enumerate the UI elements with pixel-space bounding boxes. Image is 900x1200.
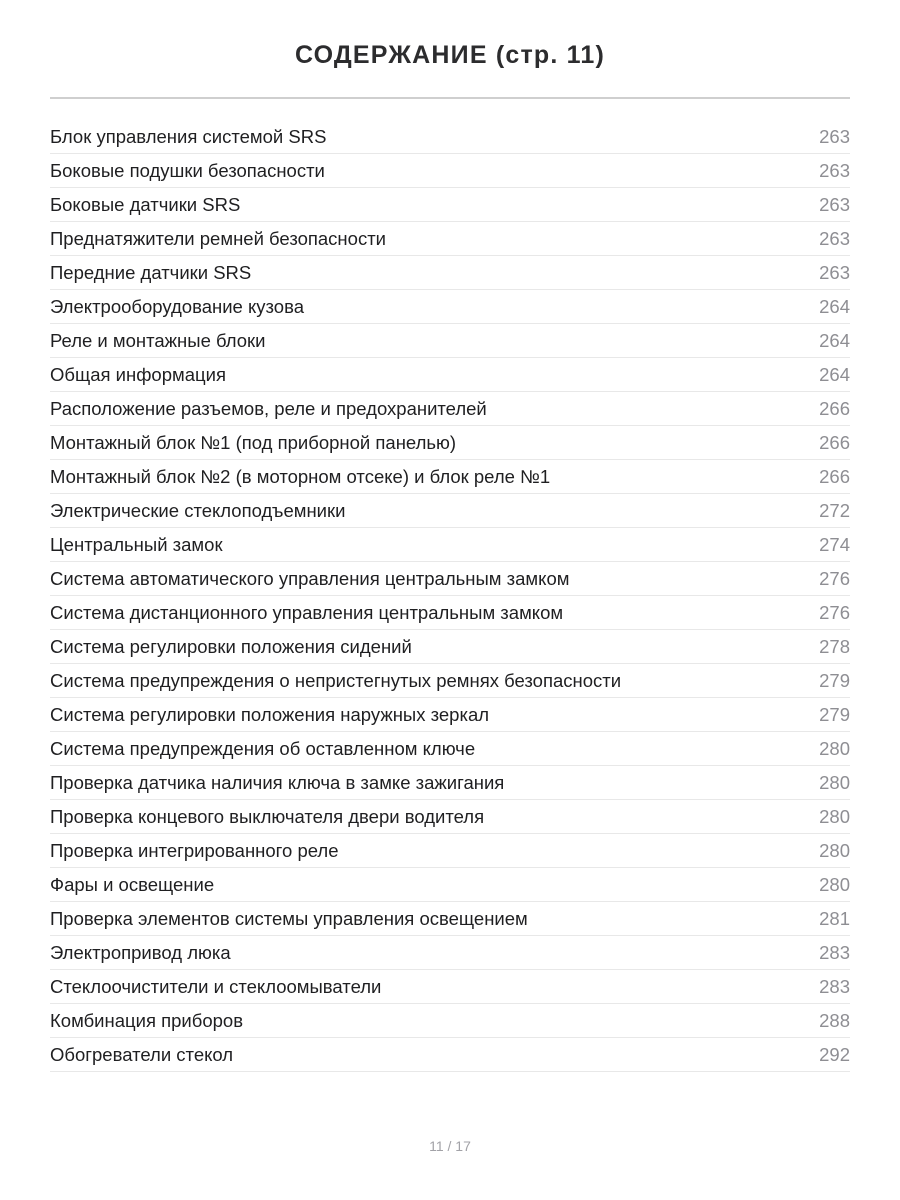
toc-entry-page-number: 281 [819,907,850,929]
toc-row[interactable] [50,358,850,392]
toc-entry-page-number: 280 [819,737,850,759]
toc-entry-page-number: 263 [819,125,850,147]
toc-entry-label: Проверка интегрированного реле [50,839,339,861]
toc-entry-label: Система дистанционного управления центральным замком [50,601,564,623]
toc-row[interactable] [50,868,850,902]
toc-entry-label: Система регулировки положения сидений [50,635,412,657]
toc-entry-page-number: 283 [819,941,850,963]
toc-row[interactable] [50,1004,850,1038]
toc-entry-page-number: 283 [819,975,850,997]
toc-entry-label: Система предупреждения об оставленном ключе [50,737,476,759]
toc-entry-label: Электропривод люка [50,941,231,963]
toc-row[interactable] [50,732,850,766]
toc-entry-page-number: 266 [819,397,850,419]
toc-entry-page-number: 264 [819,329,850,351]
toc-entry-label: Система регулировки положения наружных зеркал [50,703,490,725]
toc-entry-label: Боковые подушки безопасности [50,159,325,181]
toc-entry-page-number: 276 [819,567,850,589]
toc-entry-label: Обогреватели стекол [50,1043,234,1065]
toc-entry-label: Боковые датчики SRS [50,193,241,215]
toc-entry-page-number: 280 [819,839,850,861]
toc-entry-page-number: 279 [819,703,850,725]
toc-row[interactable] [50,1038,850,1072]
toc-entry-label: Расположение разъемов, реле и предохранителей [50,397,487,419]
toc-row[interactable] [50,528,850,562]
title-divider [50,97,850,99]
toc-entry-page-number: 278 [819,635,850,657]
toc-entry-page-number: 264 [819,363,850,385]
toc-entry-page-number: 280 [819,873,850,895]
toc-entry-label: Блок управления системой SRS [50,125,327,147]
toc-row[interactable] [50,256,850,290]
toc-entry-page-number: 263 [819,193,850,215]
toc-row[interactable] [50,630,850,664]
toc-entry-page-number: 263 [819,159,850,181]
page-title: СОДЕРЖАНИЕ (стр. 11) [294,41,606,69]
toc-entry-label: Передние датчики SRS [50,261,252,283]
toc-entry-page-number: 280 [819,771,850,793]
toc-row[interactable] [50,494,850,528]
toc-entry-page-number: 276 [819,601,850,623]
toc-row[interactable] [50,800,850,834]
toc-row[interactable] [50,188,850,222]
toc-entry-label: Комбинация приборов [50,1009,244,1031]
toc-row[interactable] [50,120,850,154]
toc-entry-page-number: 292 [819,1043,850,1065]
toc-row[interactable] [50,290,850,324]
toc-entry-label: Система предупреждения о непристегнутых ремнях безопасности [50,669,622,691]
toc-row[interactable] [50,426,850,460]
toc-entry-page-number: 266 [819,431,850,453]
toc-entry-label: Стеклоочистители и стеклоомыватели [50,975,382,997]
toc-row[interactable] [50,766,850,800]
toc-row[interactable] [50,902,850,936]
toc-entry-label: Электрооборудование кузова [50,295,305,317]
toc-row[interactable] [50,324,850,358]
toc-entry-label: Проверка концевого выключателя двери водителя [50,805,485,827]
toc-entry-page-number: 274 [819,533,850,555]
toc-entry-label: Общая информация [50,363,226,385]
toc-entry-page-number: 263 [819,227,850,249]
toc-entry-label: Преднатяжители ремней безопасности [50,227,386,249]
toc-row[interactable] [50,698,850,732]
toc-row[interactable] [50,562,850,596]
toc-entry-label: Реле и монтажные блоки [50,329,266,351]
toc-entry-page-number: 263 [819,261,850,283]
toc-row[interactable] [50,664,850,698]
toc-entry-label: Проверка датчика наличия ключа в замке зажигания [50,771,505,793]
toc-entry-page-number: 280 [819,805,850,827]
toc-row[interactable] [50,834,850,868]
toc-row[interactable] [50,392,850,426]
toc-entry-page-number: 266 [819,465,850,487]
toc-entry-label: Центральный замок [50,533,223,555]
toc-entry-label: Проверка элементов системы управления освещением [50,907,528,929]
toc-entry-label: Фары и освещение [50,873,215,895]
toc-row[interactable] [50,222,850,256]
toc-list [50,120,850,1072]
toc-entry-page-number: 264 [819,295,850,317]
toc-entry-page-number: 288 [819,1009,850,1031]
toc-row[interactable] [50,936,850,970]
toc-row[interactable] [50,460,850,494]
toc-entry-page-number: 272 [819,499,850,521]
toc-entry-label: Электрические стеклоподъемники [50,499,346,521]
toc-row[interactable] [50,970,850,1004]
toc-entry-label: Система автоматического управления центральным замком [50,567,570,589]
toc-entry-label: Монтажный блок №2 (в моторном отсеке) и блок реле №1 [50,465,551,487]
page-indicator: 11 / 17 [429,1138,471,1154]
toc-row[interactable] [50,596,850,630]
toc-entry-page-number: 279 [819,669,850,691]
toc-row[interactable] [50,154,850,188]
toc-entry-label: Монтажный блок №1 (под приборной панелью) [50,431,457,453]
